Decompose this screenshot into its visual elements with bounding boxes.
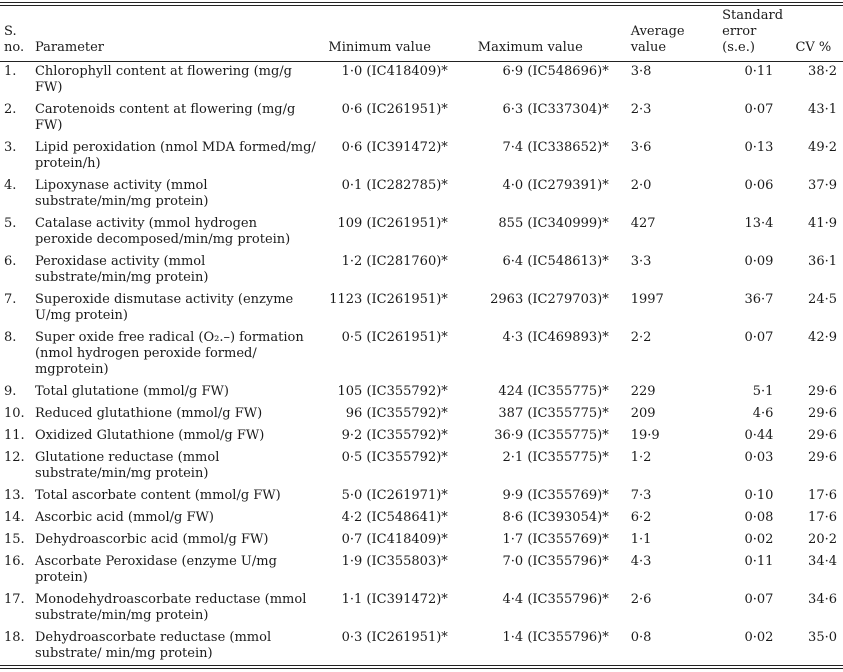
cell-parameter: Superoxide dismutase activity (enzyme U/mg protein) [34,292,294,323]
cell-parameter: Chlorophyll content at flowering (mg/g FW) [34,64,292,95]
cell-sno: 2. [4,102,17,117]
cell-cv: 29·6 [808,406,837,421]
cell-cv: 43·1 [808,102,837,117]
table-row [4,425,843,447]
cell-min: 1·1 (IC391472)* [341,592,448,607]
cell-avg: 229 [630,384,656,399]
cell-cv: 17·6 [808,510,837,525]
table-row [4,61,843,99]
cell-avg: 1·1 [630,532,652,547]
header-min: Minimum value [328,40,431,55]
cell-min: 4·2 (IC548641)* [341,510,448,525]
cell-max: 4·4 (IC355796)* [502,592,609,607]
cell-sno: 3. [4,140,17,155]
cell-min: 1·0 (IC418409)* [341,64,448,79]
cell-cv: 29·6 [808,450,837,465]
cell-parameter: Total ascorbate content (mmol/g FW) [34,488,281,503]
cell-sno: 18. [4,630,25,645]
cell-avg: 3·3 [630,254,652,269]
table-body [4,61,843,665]
table-row [4,507,843,529]
cell-cv: 29·6 [808,428,837,443]
cell-avg: 6·2 [630,510,652,525]
header-max: Maximum value [477,40,583,55]
cell-parameter: Oxidized Glutathione (mmol/g FW) [34,428,265,443]
cell-min: 0·5 (IC261951)* [341,330,448,345]
table-row [4,627,843,665]
header-parameter: Parameter [34,40,105,55]
cell-se: 13·4 [744,216,774,231]
cell-max: 7·0 (IC355796)* [502,554,609,569]
cell-min: 0·1 (IC282785)* [341,178,448,193]
cell-max: 8·6 (IC393054)* [502,510,609,525]
cell-min: 5·0 (IC261971)* [341,488,448,503]
cell-parameter: Total glutatione (mmol/g FW) [34,384,229,399]
table-row [4,381,843,403]
header-rule [0,61,843,62]
header-row [4,6,843,61]
cell-sno: 10. [4,406,25,421]
cell-max: 6·3 (IC337304)* [502,102,609,117]
cell-se: 0·03 [744,450,774,465]
table-row [4,99,843,137]
table-row [4,251,843,289]
cell-cv: 42·9 [808,330,837,345]
cell-se: 0·02 [744,532,774,547]
cell-avg: 2·3 [630,102,652,117]
cell-se: 5·1 [752,384,774,399]
cell-max: 1·4 (IC355796)* [502,630,609,645]
cell-min: 0·6 (IC261951)* [341,102,448,117]
header-avg: Average value [630,24,685,55]
cell-avg: 3·6 [630,140,652,155]
bottom-rule-1 [0,665,843,666]
cell-se: 0·02 [744,630,774,645]
cell-parameter: Catalase activity (mmol hydrogen peroxide decomposed/min/mg protein) [34,216,291,247]
table-row [4,175,843,213]
cell-min: 1·2 (IC281760)* [341,254,448,269]
table-row [4,403,843,425]
cell-se: 4·6 [752,406,774,421]
cell-cv: 41·9 [808,216,837,231]
cell-parameter: Dehydroascorbic acid (mmol/g FW) [34,532,269,547]
cell-se: 0·08 [744,510,774,525]
data-table [4,6,843,665]
cell-avg: 4·3 [630,554,652,569]
cell-parameter: Peroxidase activity (mmol substrate/min/mg protein) [34,254,209,285]
cell-max: 855 (IC340999)* [498,216,609,231]
cell-max: 7·4 (IC338652)* [502,140,609,155]
cell-se: 0·10 [744,488,774,503]
cell-se: 0·07 [744,102,774,117]
cell-min: 9·2 (IC355792)* [341,428,448,443]
cell-max: 36·9 (IC355775)* [494,428,609,443]
cell-cv: 49·2 [808,140,837,155]
cell-max: 6·4 (IC548613)* [502,254,609,269]
cell-se: 0·11 [744,554,774,569]
table-row [4,485,843,507]
cell-se: 0·07 [744,330,774,345]
cell-min: 96 (IC355792)* [345,406,448,421]
cell-max: 387 (IC355775)* [498,406,609,421]
cell-cv: 17·6 [808,488,837,503]
cell-min: 0·3 (IC261951)* [341,630,448,645]
cell-se: 0·44 [744,428,774,443]
header-sno: S. no. [4,24,25,55]
cell-min: 1123 (IC261951)* [329,292,448,307]
cell-sno: 1. [4,64,17,79]
table-row [4,447,843,485]
table-header [4,6,843,61]
cell-cv: 34·4 [808,554,837,569]
cell-parameter: Reduced glutathione (mmol/g FW) [34,406,263,421]
cell-min: 109 (IC261951)* [337,216,448,231]
cell-avg: 0·8 [630,630,652,645]
cell-sno: 16. [4,554,25,569]
top-rule-1 [0,2,843,3]
cell-avg: 19·9 [630,428,660,443]
cell-avg: 2·2 [630,330,652,345]
cell-se: 0·06 [744,178,774,193]
cell-parameter: Super oxide free radical (O₂.–) formation (nmol hydrogen peroxide formed/ mgprotein) [34,330,304,377]
cell-sno: 8. [4,330,17,345]
cell-sno: 15. [4,532,25,547]
cell-cv: 24·5 [808,292,837,307]
cell-se: 0·07 [744,592,774,607]
cell-parameter: Ascorbate Peroxidase (enzyme U/mg protein) [34,554,277,585]
cell-cv: 35·0 [808,630,837,645]
cell-sno: 12. [4,450,25,465]
cell-se: 0·11 [744,64,774,79]
cell-cv: 34·6 [808,592,837,607]
table-row [4,289,843,327]
cell-sno: 14. [4,510,25,525]
cell-parameter: Carotenoids content at flowering (mg/g FW) [34,102,296,133]
cell-avg: 3·8 [630,64,652,79]
cell-avg: 7·3 [630,488,652,503]
cell-max: 9·9 (IC355769)* [502,488,609,503]
cell-cv: 20·2 [808,532,837,547]
cell-avg: 427 [630,216,656,231]
cell-se: 0·09 [744,254,774,269]
cell-max: 2·1 (IC355775)* [502,450,609,465]
cell-parameter: Dehydroascorbate reductase (mmol substrate/ min/mg protein) [34,630,272,661]
table-row [4,213,843,251]
cell-parameter: Lipoxynase activity (mmol substrate/min/mg protein) [34,178,209,209]
cell-avg: 2·6 [630,592,652,607]
cell-sno: 11. [4,428,25,443]
cell-sno: 4. [4,178,17,193]
cell-avg: 1·2 [630,450,652,465]
table-row [4,529,843,551]
header-se: Standard error (s.e.) [722,8,784,55]
table-row [4,589,843,627]
cell-min: 105 (IC355792)* [337,384,448,399]
cell-min: 0·7 (IC418409)* [341,532,448,547]
header-cv: CV % [795,40,832,55]
table-row [4,551,843,589]
cell-max: 424 (IC355775)* [498,384,609,399]
cell-sno: 9. [4,384,17,399]
cell-parameter: Glutatione reductase (mmol substrate/min/mg protein) [34,450,220,481]
cell-cv: 29·6 [808,384,837,399]
cell-avg: 2·0 [630,178,652,193]
cell-sno: 13. [4,488,25,503]
cell-min: 1·9 (IC355803)* [341,554,448,569]
cell-max: 6·9 (IC548696)* [502,64,609,79]
cell-avg: 1997 [630,292,664,307]
cell-cv: 38·2 [808,64,837,79]
cell-max: 4·3 (IC469893)* [502,330,609,345]
cell-avg: 209 [630,406,656,421]
cell-sno: 7. [4,292,17,307]
cell-parameter: Monodehydroascorbate reductase (mmol substrate/min/mg protein) [34,592,307,623]
cell-sno: 5. [4,216,17,231]
cell-cv: 37·9 [808,178,837,193]
cell-se: 36·7 [744,292,774,307]
cell-se: 0·13 [744,140,774,155]
bottom-rule-2 [0,668,843,669]
table-row [4,327,843,381]
cell-min: 0·5 (IC355792)* [341,450,448,465]
cell-sno: 17. [4,592,25,607]
cell-parameter: Ascorbic acid (mmol/g FW) [34,510,214,525]
cell-max: 2963 (IC279703)* [490,292,609,307]
cell-max: 4·0 (IC279391)* [502,178,609,193]
table-row [4,137,843,175]
cell-parameter: Lipid peroxidation (nmol MDA formed/mg/ protein/h) [34,140,316,171]
cell-sno: 6. [4,254,17,269]
cell-min: 0·6 (IC391472)* [341,140,448,155]
cell-max: 1·7 (IC355769)* [502,532,609,547]
cell-cv: 36·1 [808,254,837,269]
